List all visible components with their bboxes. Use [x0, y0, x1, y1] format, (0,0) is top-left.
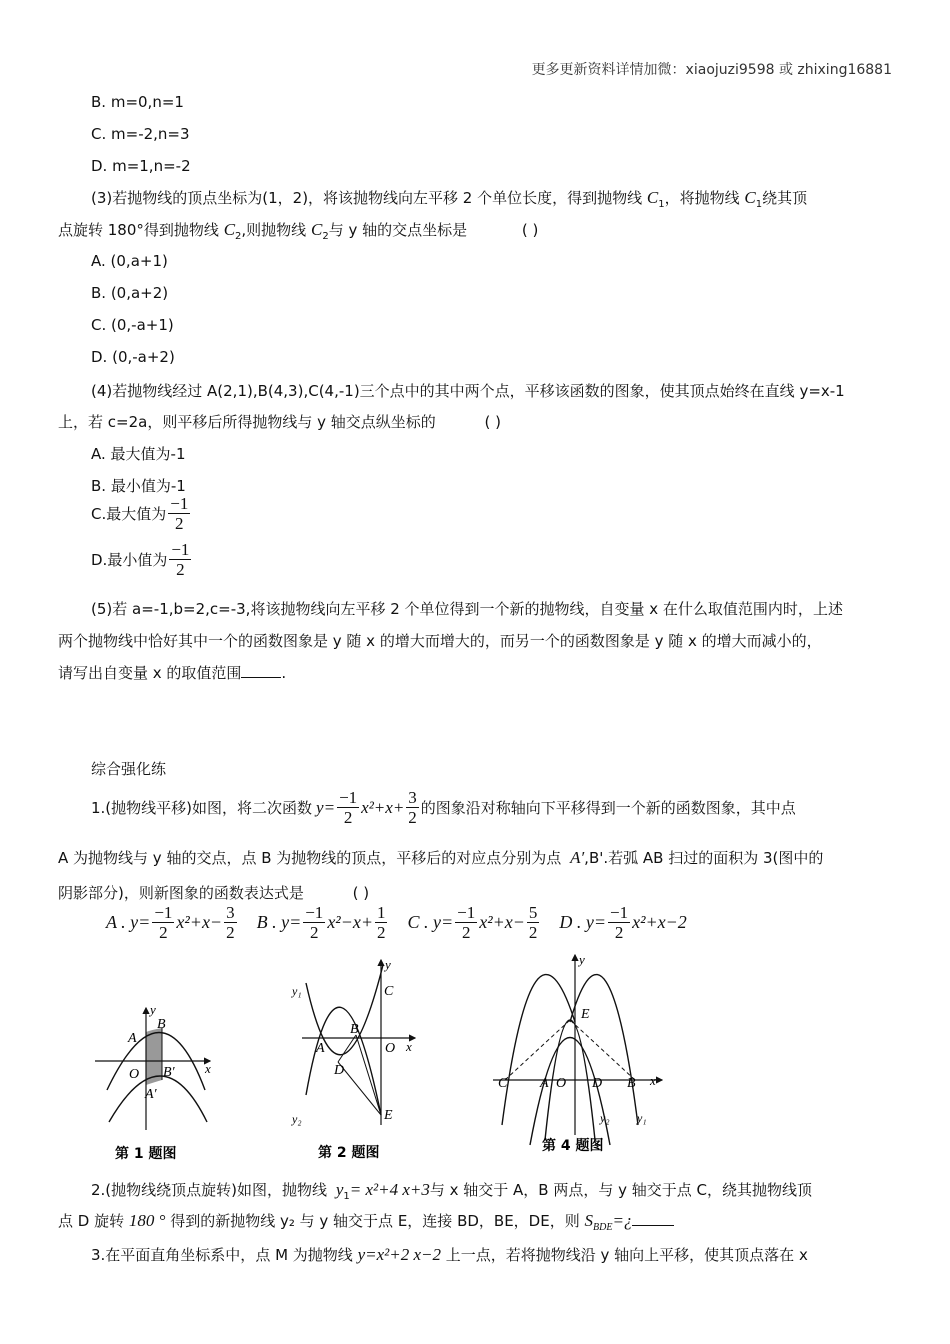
page-header: 更多更新资料详情加微：xiaojuzi9598 或 zhixing16881: [531, 62, 892, 78]
q4-option-d: D.最小值为 $\frac{-1}{2}$: [91, 540, 190, 579]
curve-label-y2: y₂: [292, 1112, 302, 1126]
p2-line2: 点 D 旋转 180 ° 得到的新抛物线 y₂ 与 y 轴交于点 E，连接 BD，BE，DE，则 $S_{BDE}=¿$: [58, 1210, 674, 1233]
axis-label-x: x: [650, 1073, 656, 1088]
figure-2: [290, 955, 430, 1170]
point-label-a: A: [128, 1031, 137, 1046]
p1-options: [106, 903, 705, 942]
q3-option-c: C. (0,-a+1): [91, 316, 174, 334]
point-label-o: O: [129, 1067, 140, 1082]
p1-line2: A 为抛物线与 y 轴的交点，点 B 为抛物线的顶点，平移后的对应点分别为点 A′,B'.若弧 AB 扫过的面积为 3(图中的: [58, 848, 824, 867]
segment-bd: [338, 1035, 356, 1062]
q3-line2: 点旋转 180°得到抛物线 $C_2$,则抛物线 $C_2$与 y 轴的交点坐标是 ( ): [58, 220, 539, 242]
axis-label-x: x: [406, 1039, 412, 1054]
q3-option-a: A. (0,a+1): [91, 252, 168, 270]
segment-ce: [505, 1020, 570, 1080]
point-label-c: C: [498, 1076, 508, 1091]
point-label-a: A: [540, 1076, 549, 1091]
curve-label-y1: y₁: [637, 1111, 647, 1125]
point-label-b-prime: B′: [163, 1065, 175, 1080]
parabola-y1: [530, 1038, 610, 1146]
q3-line1: (3)若抛物线的顶点坐标为(1，2)，将该抛物线向左平移 2 个单位长度，得到抛物线 $C_1$，将抛物线 $C_1$绕其顶: [91, 188, 808, 210]
q4-line2: 上，若 c=2a，则平移后所得抛物线与 y 轴交点纵坐标的 ( ): [58, 413, 501, 431]
point-label-o: O: [385, 1041, 396, 1056]
answer-blank[interactable]: [632, 1224, 674, 1226]
parabola-lower: [109, 1076, 207, 1122]
point-label-b: B: [350, 1022, 359, 1037]
q5-line1: (5)若 a=-1,b=2,c=-3,将该抛物线向左平移 2 个单位得到一个新的抛物线，自变量 x 在什么取值范围内时，上述: [91, 600, 843, 618]
option-b: B. m=0,n=1: [91, 93, 184, 111]
p2-line1: 2.(抛物线绕顶点旋转)如图，抛物线 $y_1= x^2+4$ x+3与 x 轴交于 A，B 两点，与 y 轴交于点 C，绕其抛物线顶: [91, 1180, 813, 1202]
axis-label-y: y: [385, 957, 391, 972]
point-label-a: A: [316, 1041, 325, 1056]
q3-option-b: B. (0,a+2): [91, 284, 169, 302]
section-title: 综合强化练: [91, 760, 167, 778]
p1-option-c: C . y= $\frac{-1}{2}$ x²+x− $\frac{5}{2}$: [407, 903, 538, 942]
point-label-b: B: [157, 1017, 166, 1032]
option-c: C. m=-2,n=3: [91, 125, 190, 143]
figure-4: [490, 950, 670, 1165]
parabola-right: [570, 975, 638, 1125]
point-label-d: D: [592, 1076, 603, 1091]
answer-blank[interactable]: [241, 676, 281, 678]
segment-be: [570, 1020, 635, 1080]
figure-2-caption: 第 2 题图: [318, 1145, 380, 1161]
q4-option-c: C.最大值为 $\frac{-1}{2}$: [91, 494, 189, 533]
p1-option-b: B . y= $\frac{-1}{2}$ x²−x+ $\frac{1}{2}$: [256, 903, 386, 942]
segment-be: [356, 1035, 381, 1115]
point-label-c: C: [384, 984, 394, 999]
q5-line2: 两个抛物线中恰好其中一个的函数图象是 y 随 x 的增大而增大的，而另一个的函数图象是 y 随 x 的增大而减小的，: [58, 632, 822, 650]
point-label-e: E: [384, 1108, 393, 1123]
q4-option-b: B. 最小值为-1: [91, 477, 186, 495]
point-label-b: B: [627, 1076, 636, 1091]
axis-label-x: x: [205, 1061, 211, 1076]
q4-line1: (4)若抛物线经过 A(2,1),B(4,3),C(4,-1)三个点中的其中两个点，平移该函数的图象，使其顶点始终在直线 y=x-1: [91, 382, 845, 400]
p1-line3: 阴影部分)，则新图象的函数表达式是 ( ): [58, 884, 370, 902]
p1-option-a: A . y= $\frac{-1}{2}$ x²+x− $\frac{3}{2}$: [106, 903, 235, 942]
fraction: $\frac{-1}{2}$: [171, 540, 190, 579]
q5-line3: 请写出自变量 x 的取值范围 .: [58, 664, 287, 682]
q4-option-a: A. 最大值为-1: [91, 445, 186, 463]
figure-1-caption: 第 1 题图: [115, 1146, 177, 1162]
point-label-d: D: [334, 1063, 345, 1078]
curve-label-y2: y₂: [600, 1111, 610, 1125]
p1-line1: 1.(抛物线平移)如图，将二次函数 y= $\frac{-1}{2}$ x²+x+ $\frac{3}{2}$ 的图象沿对称轴向下平移得到一个新的函数图象，其中点: [91, 788, 796, 827]
p3-line1: 3.在平面直角坐标系中，点 M 为抛物线 y=x²+2 x−2 上一点，若将抛物线沿 y 轴向上平移，使其顶点落在 x: [91, 1245, 808, 1264]
curve-label-y1: y₁: [292, 984, 302, 998]
p1-option-d: D . y= $\frac{-1}{2}$ x²+x−2: [559, 903, 687, 942]
figure-4-caption: 第 4 题图: [542, 1138, 604, 1154]
fraction: $\frac{-1}{2}$: [170, 494, 189, 533]
point-label-o: O: [556, 1076, 567, 1091]
axis-label-y: y: [579, 952, 585, 967]
option-d: D. m=1,n=-2: [91, 157, 191, 175]
q3-option-d: D. (0,-a+2): [91, 348, 175, 366]
figure-1: [95, 1000, 225, 1170]
axis-label-y: y: [150, 1002, 156, 1017]
point-label-a-prime: A′: [145, 1087, 157, 1102]
point-label-e: E: [581, 1007, 590, 1022]
